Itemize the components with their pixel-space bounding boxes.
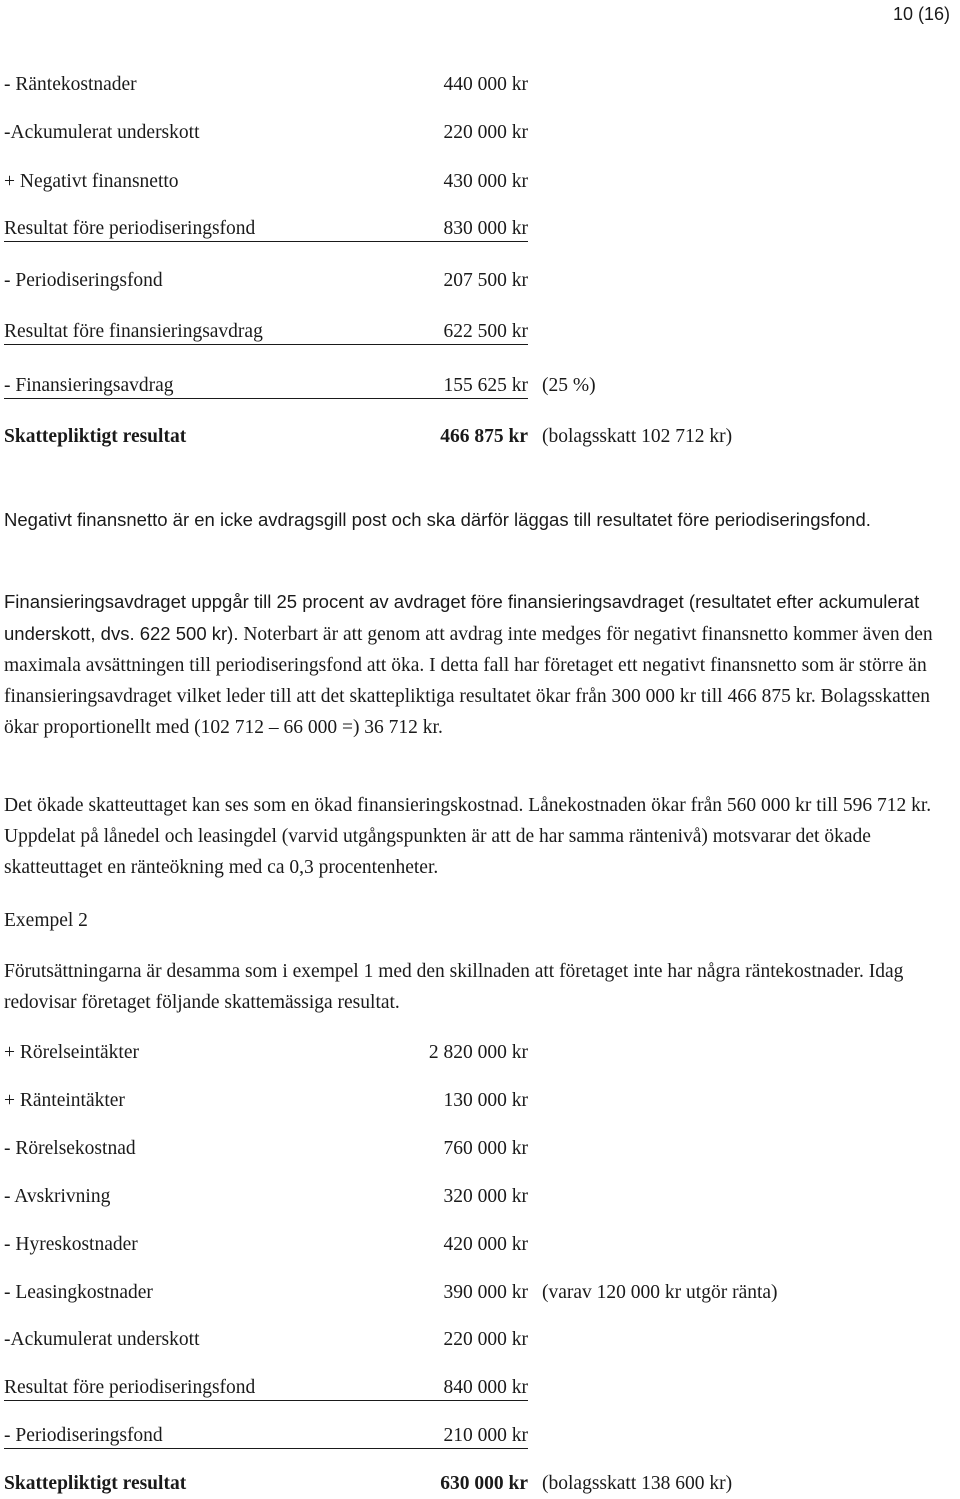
table1-row xyxy=(0,321,960,347)
row-amount: 760 000 kr xyxy=(443,1138,528,1159)
underline xyxy=(4,1400,528,1401)
row-label: - Hyreskostnader xyxy=(4,1234,138,1255)
row-amount: 430 000 kr xyxy=(443,171,528,192)
row-label: Skattepliktigt resultat xyxy=(4,1473,187,1494)
paragraph: Negativt finansnetto är en icke avdragsgill post och ska därför läggas till resultatet före periodiseringsfond. xyxy=(4,509,871,530)
row-amount: 2 820 000 kr xyxy=(428,1042,528,1063)
table2-row xyxy=(0,1329,960,1355)
table1-total-row xyxy=(0,426,960,452)
row-label: Resultat före periodiseringsfond xyxy=(4,218,256,239)
row-amount: 320 000 kr xyxy=(443,1186,528,1207)
row-label: - Räntekostnader xyxy=(4,74,137,95)
table2-row xyxy=(0,1234,960,1260)
table2-row xyxy=(0,1186,960,1212)
row-label: + Negativt finansnetto xyxy=(4,171,179,192)
table1-row xyxy=(0,218,960,244)
row-label: - Rörelsekostnad xyxy=(4,1138,136,1159)
row-note: (bolagsskatt 102 712 kr) xyxy=(542,426,733,447)
row-label: -Ackumulerat underskott xyxy=(4,122,200,143)
row-amount: 840 000 kr xyxy=(443,1377,528,1398)
row-amount: 130 000 kr xyxy=(443,1090,528,1111)
page-number: 10 (16) xyxy=(892,4,950,24)
underline xyxy=(4,344,528,345)
row-amount: 155 625 kr xyxy=(443,375,528,396)
row-amount: 420 000 kr xyxy=(443,1234,528,1255)
table2-row xyxy=(0,1090,960,1116)
row-label: - Finansieringsavdrag xyxy=(4,375,174,396)
row-amount: 622 500 kr xyxy=(443,321,528,342)
table1-row xyxy=(0,122,960,148)
row-label: + Rörelseintäkter xyxy=(4,1042,139,1063)
row-label: -Ackumulerat underskott xyxy=(4,1329,200,1350)
table2-row xyxy=(0,1377,960,1403)
row-label: Skattepliktigt resultat xyxy=(4,426,187,447)
row-note: (25 %) xyxy=(542,375,596,396)
underline xyxy=(4,241,528,242)
table2-row xyxy=(0,1425,960,1451)
row-label: Resultat före finansieringsavdrag xyxy=(4,321,263,342)
row-amount: 210 000 kr xyxy=(443,1425,528,1446)
row-amount: 440 000 kr xyxy=(443,74,528,95)
row-label: - Periodiseringsfond xyxy=(4,270,163,291)
row-label: - Periodiseringsfond xyxy=(4,1425,163,1446)
table1-row xyxy=(0,74,960,100)
paragraph: Förutsättningarna är desamma som i exempel 1 med den skillnaden att företaget inte har några räntekostnader. Idag redovisar företaget följande skattemässiga resultat. xyxy=(4,961,904,1013)
underline xyxy=(4,1448,528,1449)
table2-total-row xyxy=(0,1473,960,1499)
paragraph-serif-part: Noterbart är att genom att avdrag inte medges för negativt finansnetto kommer även den maximala avsättningen till periodiseringsfond att öka. I detta fall har företaget ett negativt finansnetto som är större än finansieringsavdraget vilket leder till att det skattepliktiga resultatet ökar från 300 000 kr till 466 875 kr. Bolagsskatten ökar proportionellt med (102 712 – 66 000 =) 36 712 kr. xyxy=(4,624,933,738)
section-heading: Exempel 2 xyxy=(4,910,88,931)
table1-row xyxy=(0,375,960,401)
underline xyxy=(4,398,528,399)
table1-row xyxy=(0,270,960,296)
row-amount: 630 000 kr xyxy=(440,1473,528,1494)
row-label: Resultat före periodiseringsfond xyxy=(4,1377,256,1398)
row-note: (bolagsskatt 138 600 kr) xyxy=(542,1473,733,1494)
paragraph: Det ökade skatteuttaget kan ses som en ökad finansieringskostnad. Lånekostnaden ökar från 560 000 kr till 596 712 kr. Uppdelat på lånedel och leasingdel (varvid utgångspunkten är att de har samma räntenivå) motsvarar det ökade skatteuttaget en ränteökning med ca 0,3 procentenheter. xyxy=(4,795,932,878)
table2-row xyxy=(0,1282,960,1308)
row-label: - Leasingkostnader xyxy=(4,1282,153,1303)
table2-row xyxy=(0,1042,960,1068)
row-amount: 207 500 kr xyxy=(443,270,528,291)
row-amount: 466 875 kr xyxy=(440,426,528,447)
row-amount: 390 000 kr xyxy=(443,1282,528,1303)
row-amount: 220 000 kr xyxy=(443,1329,528,1350)
table1-row xyxy=(0,171,960,197)
paragraph-sans-part: Finansieringsavdraget uppgår till 25 procent av avdraget före finansieringsavdraget (resultatet efter ackumulerat underskott, dvs. 622 500 kr). xyxy=(4,591,920,644)
row-label: - Avskrivning xyxy=(4,1186,111,1207)
table2-row xyxy=(0,1138,960,1164)
row-amount: 830 000 kr xyxy=(443,218,528,239)
row-amount: 220 000 kr xyxy=(443,122,528,143)
paragraph xyxy=(4,586,944,743)
row-note: (varav 120 000 kr utgör ränta) xyxy=(542,1282,778,1303)
row-label: + Ränteintäkter xyxy=(4,1090,125,1111)
